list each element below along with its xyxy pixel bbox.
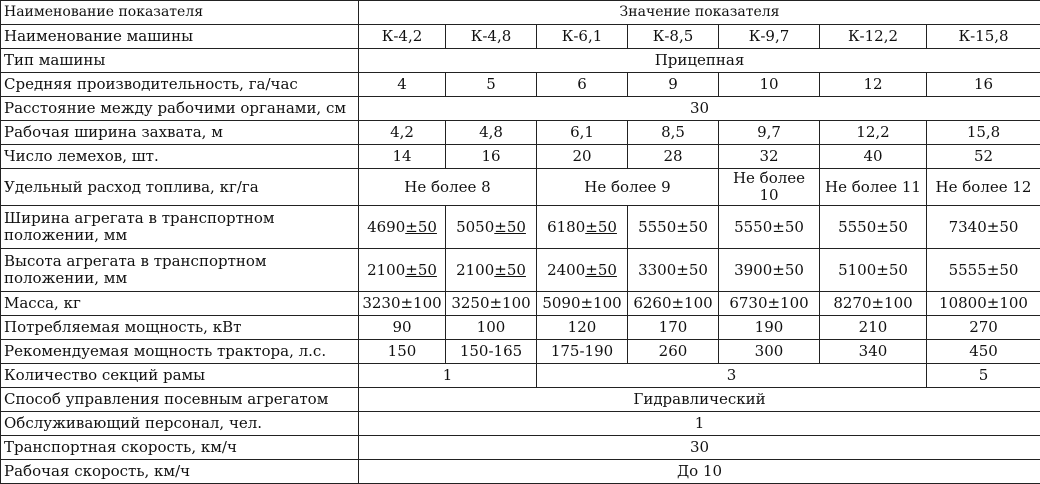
value-cell: 20: [537, 145, 628, 169]
row-width: [1, 121, 1040, 145]
row-label: Удельный расход топлива, кг/га: [1, 169, 359, 206]
row-mass: [1, 292, 1040, 316]
value-cell: 3: [537, 364, 927, 388]
row-frame-sections: [1, 364, 1040, 388]
value-cell: 52: [927, 145, 1040, 169]
value-base: 5550: [638, 218, 676, 236]
value-cell: 100: [446, 316, 537, 340]
value-cell: 16: [446, 145, 537, 169]
row-shares: [1, 145, 1040, 169]
value-cell: 5090±100: [537, 292, 628, 316]
value-cell: 300: [719, 340, 820, 364]
row-working-speed: [1, 460, 1040, 484]
value-cell: Не более 8: [359, 169, 537, 206]
value-cell: 4,2: [359, 121, 446, 145]
value-cell: 6260±100: [628, 292, 719, 316]
value-cell: 14: [359, 145, 446, 169]
value-cell: 10800±100: [927, 292, 1040, 316]
value-base: 2100: [456, 261, 494, 279]
value-cell: 6,1: [537, 121, 628, 145]
value-cell: [719, 249, 820, 292]
row-label: Средняя производительность, га/час: [1, 73, 359, 97]
value-base: 7340: [949, 218, 987, 236]
value-cell: 12,2: [820, 121, 927, 145]
value-cell: Не более 9: [537, 169, 719, 206]
value-cell: 150: [359, 340, 446, 364]
row-fuel: [1, 169, 1040, 206]
value-cell: [359, 249, 446, 292]
value-cell: Не более 10: [719, 169, 820, 206]
row-power: [1, 316, 1040, 340]
machine-model-cell: К-12,2: [820, 25, 927, 49]
value-cell: 4,8: [446, 121, 537, 145]
value-tolerance: ±50: [987, 218, 1019, 236]
row-label: Потребляемая мощность, кВт: [1, 316, 359, 340]
value-base: 2100: [367, 261, 405, 279]
value-cell: 9,7: [719, 121, 820, 145]
value-cell: 16: [927, 73, 1040, 97]
row-label: Способ управления посевным агрегатом: [1, 388, 359, 412]
row-label: Транспортная скорость, км/ч: [1, 436, 359, 460]
value-cell: 1: [359, 364, 537, 388]
row-label: Число лемехов, шт.: [1, 145, 359, 169]
value-tolerance: ±50: [987, 261, 1019, 279]
row-machine-name: [1, 25, 1040, 49]
value-cell: [820, 249, 927, 292]
value-cell: [537, 206, 628, 249]
machine-model-cell: К-15,8: [927, 25, 1040, 49]
value-tolerance: ±50: [494, 261, 526, 279]
value-cell: 175-190: [537, 340, 628, 364]
row-productivity: [1, 73, 1040, 97]
value-cell: 3230±100: [359, 292, 446, 316]
value-cell: 170: [628, 316, 719, 340]
value-cell: 10: [719, 73, 820, 97]
row-label: Обслуживающий персонал, чел.: [1, 412, 359, 436]
value-base: 3900: [734, 261, 772, 279]
row-transport-height: [1, 249, 1040, 292]
row-label: Тип машины: [1, 49, 359, 73]
row-tractor-power: [1, 340, 1040, 364]
value-tolerance: ±50: [405, 261, 437, 279]
value-cell: 270: [927, 316, 1040, 340]
value-base: 5550: [838, 218, 876, 236]
value-cell: 30: [359, 97, 1040, 121]
value-tolerance: ±50: [772, 218, 804, 236]
value-cell: 340: [820, 340, 927, 364]
value-cell: 28: [628, 145, 719, 169]
row-machine-type: [1, 49, 1040, 73]
value-base: 5555: [949, 261, 987, 279]
value-cell: 40: [820, 145, 927, 169]
value-cell: 6730±100: [719, 292, 820, 316]
value-cell: 3250±100: [446, 292, 537, 316]
machine-model-cell: К-4,2: [359, 25, 446, 49]
value-cell: [537, 249, 628, 292]
value-tolerance: ±50: [494, 218, 526, 236]
row-label: Количество секций рамы: [1, 364, 359, 388]
value-cell: [446, 206, 537, 249]
value-cell: [820, 206, 927, 249]
value-cell: 8,5: [628, 121, 719, 145]
value-cell: 12: [820, 73, 927, 97]
value-cell: [927, 249, 1040, 292]
row-control: [1, 388, 1040, 412]
value-cell: 9: [628, 73, 719, 97]
row-label: Высота агрегата в транспортном положении, мм: [1, 249, 359, 292]
row-transport-width: [1, 206, 1040, 249]
row-label: Расстояние между рабочими органами, см: [1, 97, 359, 121]
value-cell: 5: [446, 73, 537, 97]
value-cell: 150-165: [446, 340, 537, 364]
row-label: Ширина агрегата в транспортном положении, мм: [1, 206, 359, 249]
value-base: 2400: [547, 261, 585, 279]
row-label: Рабочая скорость, км/ч: [1, 460, 359, 484]
value-cell: [628, 249, 719, 292]
value-cell: Не более 11: [820, 169, 927, 206]
value-cell: 450: [927, 340, 1040, 364]
value-cell: 4: [359, 73, 446, 97]
value-cell: [359, 206, 446, 249]
value-cell: 15,8: [927, 121, 1040, 145]
value-cell: 6: [537, 73, 628, 97]
header-value: Значение показателя: [359, 1, 1040, 25]
row-label: Масса, кг: [1, 292, 359, 316]
header-param: Наименование показателя: [1, 1, 359, 25]
value-tolerance: ±50: [585, 218, 617, 236]
value-cell: 260: [628, 340, 719, 364]
row-staff: [1, 412, 1040, 436]
value-tolerance: ±50: [585, 261, 617, 279]
value-base: 5550: [734, 218, 772, 236]
value-base: 6180: [547, 218, 585, 236]
value-cell: Прицепная: [359, 49, 1040, 73]
machine-model-cell: К-9,7: [719, 25, 820, 49]
value-cell: 1: [359, 412, 1040, 436]
value-tolerance: ±50: [876, 261, 908, 279]
value-cell: 90: [359, 316, 446, 340]
header-row: [1, 1, 1040, 25]
value-cell: [719, 206, 820, 249]
value-base: 5100: [838, 261, 876, 279]
value-cell: 32: [719, 145, 820, 169]
value-cell: Гидравлический: [359, 388, 1040, 412]
value-base: 5050: [456, 218, 494, 236]
value-cell: [628, 206, 719, 249]
value-cell: До 10: [359, 460, 1040, 484]
value-cell: 8270±100: [820, 292, 927, 316]
value-cell: [446, 249, 537, 292]
row-transport-speed: [1, 436, 1040, 460]
value-cell: 190: [719, 316, 820, 340]
value-cell: 210: [820, 316, 927, 340]
value-cell: Не более 12: [927, 169, 1040, 206]
value-cell: 5: [927, 364, 1040, 388]
value-tolerance: ±50: [676, 261, 708, 279]
value-tolerance: ±50: [876, 218, 908, 236]
value-tolerance: ±50: [772, 261, 804, 279]
value-cell: [927, 206, 1040, 249]
row-distance: [1, 97, 1040, 121]
machine-model-cell: К-8,5: [628, 25, 719, 49]
value-tolerance: ±50: [676, 218, 708, 236]
row-label: Рекомендуемая мощность трактора, л.с.: [1, 340, 359, 364]
value-cell: 120: [537, 316, 628, 340]
value-cell: 30: [359, 436, 1040, 460]
row-label: Наименование машины: [1, 25, 359, 49]
row-label: Рабочая ширина захвата, м: [1, 121, 359, 145]
value-base: 3300: [638, 261, 676, 279]
value-base: 4690: [367, 218, 405, 236]
machine-model-cell: К-4,8: [446, 25, 537, 49]
machine-model-cell: К-6,1: [537, 25, 628, 49]
value-tolerance: ±50: [405, 218, 437, 236]
